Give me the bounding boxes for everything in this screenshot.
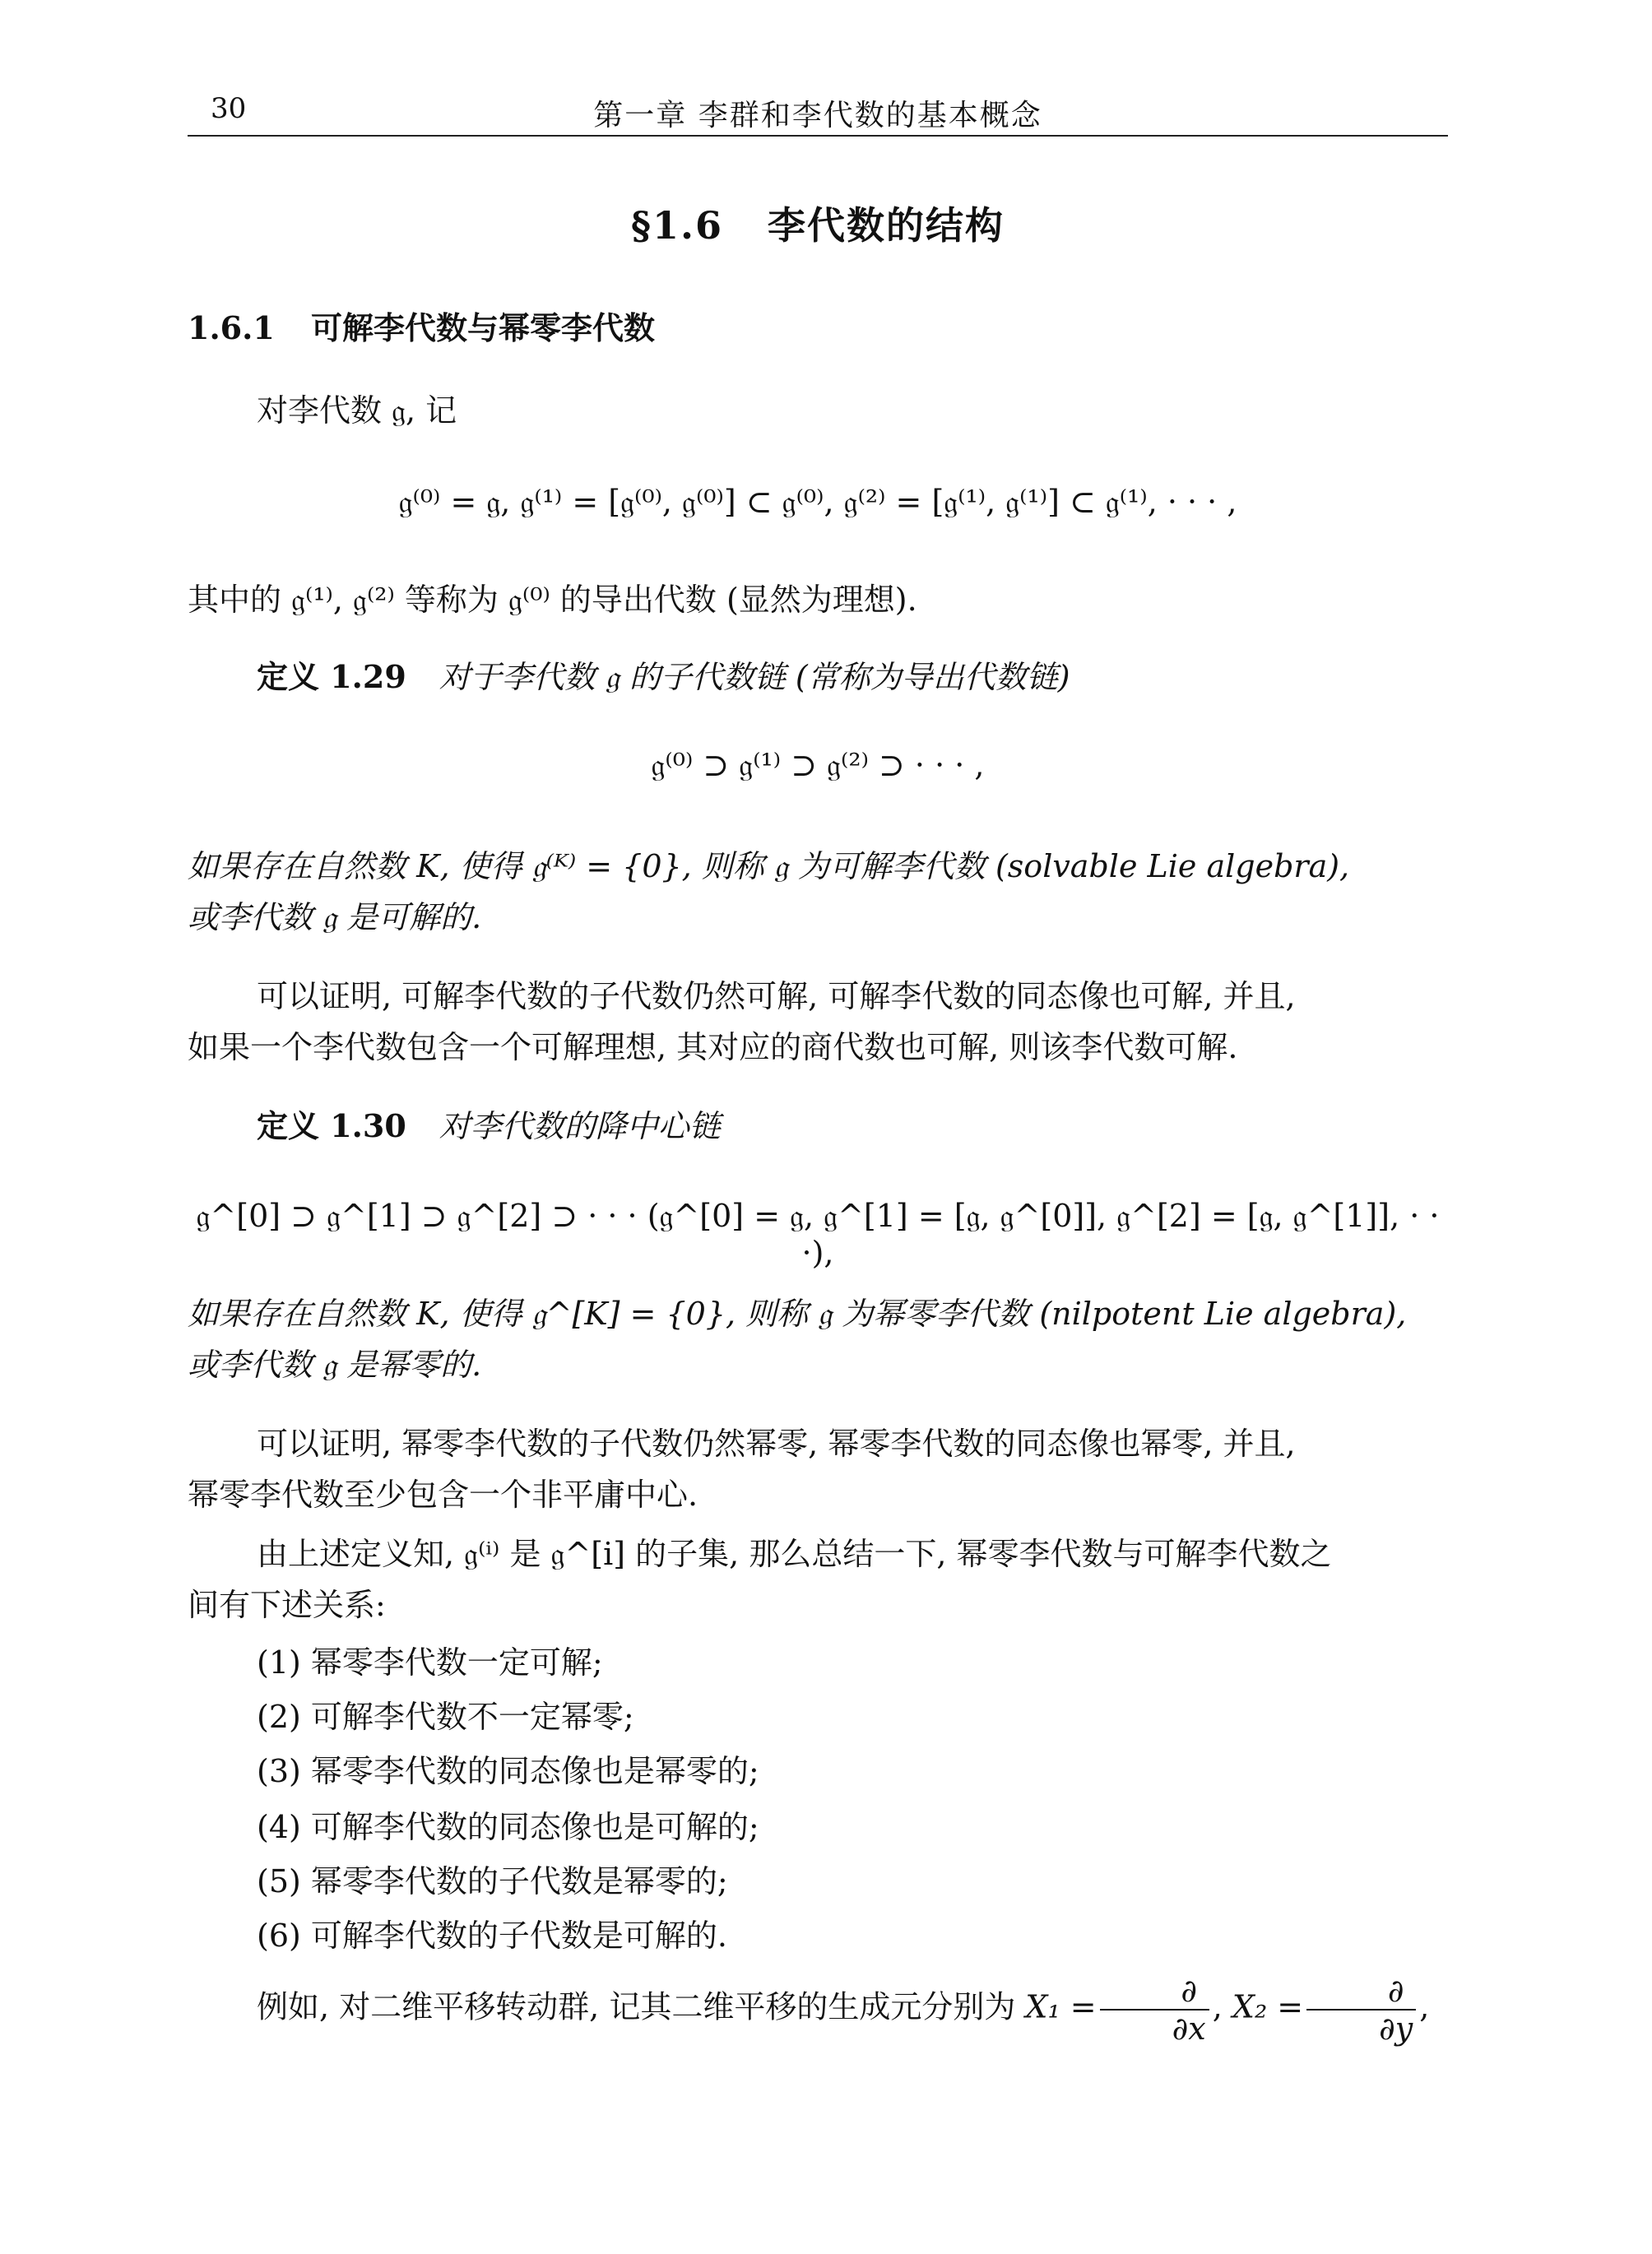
list-item: (3) 幂零李代数的同态像也是幂零的;	[257, 1753, 759, 1789]
subsection-number: 1.6.1	[188, 309, 275, 346]
list-item: (4) 可解李代数的同态像也是可解的;	[257, 1809, 759, 1845]
definition-1-29	[188, 652, 1448, 703]
definition-1-30-condition: 如果存在自然数 K, 使得 𝔤^[K] = {0}, 则称 𝔤 为幂零李代数 (nilpotent Lie algebra),	[188, 1296, 1407, 1332]
subsection-title: 可解李代数与幂零李代数	[311, 309, 656, 346]
generator-x2-label: X₂ =	[1232, 1988, 1304, 2025]
fraction-numerator: ∂	[1306, 1973, 1416, 2011]
nilpotent-properties-line-2: 幂零李代数至少包含一个非平庸中心.	[188, 1477, 698, 1513]
definition-1-30	[188, 1101, 1448, 1152]
equation-lower-central-series: 𝔤^[0] ⊃ 𝔤^[1] ⊃ 𝔤^[2] ⊃ · · · (𝔤^[0] = 𝔤, 𝔤^[1] = [𝔤, 𝔤^[0]], 𝔤^[2] = [𝔤, 𝔤^[1]], · · ·),	[196, 1198, 1440, 1271]
definition-1-29-condition: 如果存在自然数 K, 使得 𝔤⁽ᴷ⁾ = {0}, 则称 𝔤 为可解李代数 (solvable Lie algebra),	[188, 848, 1350, 884]
definition-label: 定义 1.29	[257, 658, 406, 695]
subsection-heading	[188, 303, 1448, 348]
generator-x1-label: X₁ =	[1025, 1988, 1097, 2025]
definition-text: 对李代数的降中心链	[439, 1108, 721, 1144]
relation-paragraph-line-1: 由上述定义知, 𝔤⁽ⁱ⁾ 是 𝔤^[i] 的子集, 那么总结一下, 幂零李代数与可解李代数之	[257, 1536, 1332, 1572]
section-number: §1.6	[630, 203, 724, 248]
intro-paragraph: 对李代数 𝔤, 记	[257, 392, 457, 429]
definition-label: 定义 1.30	[257, 1107, 406, 1144]
solvable-properties-line-1: 可以证明, 可解李代数的子代数仍然可解, 可解李代数的同态像也可解, 并且,	[257, 978, 1296, 1014]
page-number: 30	[211, 92, 247, 125]
chapter-title: 第一章 李群和李代数的基本概念	[593, 99, 1042, 132]
equation-derived-series: 𝔤⁽⁰⁾ = 𝔤, 𝔤⁽¹⁾ = [𝔤⁽⁰⁾, 𝔤⁽⁰⁾] ⊂ 𝔤⁽⁰⁾, 𝔤⁽²⁾ = [𝔤⁽¹⁾, 𝔤⁽¹⁾] ⊂ 𝔤⁽¹⁾, · · · ,	[398, 484, 1237, 520]
solvable-properties-line-2: 如果一个李代数包含一个可解理想, 其对应的商代数也可解, 则该李代数可解.	[188, 1029, 1238, 1065]
running-header	[188, 89, 1448, 137]
fraction-denominator: ∂x	[1172, 2011, 1206, 2047]
list-item: (6) 可解李代数的子代数是可解的.	[257, 1918, 727, 1954]
definition-1-29-conclusion: 或李代数 𝔤 是可解的.	[188, 899, 482, 935]
example-separator: ,	[1212, 1988, 1223, 2025]
section-heading	[188, 196, 1448, 250]
list-item: (2) 可解李代数不一定幂零;	[257, 1699, 634, 1735]
section-title: 李代数的结构	[768, 203, 1005, 248]
list-item: (1) 幂零李代数一定可解;	[257, 1644, 603, 1681]
fraction-numerator: ∂	[1100, 1973, 1209, 2011]
nilpotent-properties-line-1: 可以证明, 幂零李代数的子代数仍然幂零, 幂零李代数的同态像也幂零, 并且,	[257, 1426, 1296, 1462]
example-paragraph	[188, 1973, 1448, 2047]
list-item: (5) 幂零李代数的子代数是幂零的;	[257, 1863, 728, 1899]
relation-paragraph-line-2: 间有下述关系:	[188, 1587, 386, 1623]
equation-derived-chain: 𝔤⁽⁰⁾ ⊃ 𝔤⁽¹⁾ ⊃ 𝔤⁽²⁾ ⊃ · · · ,	[651, 747, 985, 783]
example-text: 例如, 对二维平移转动群, 记其二维平移的生成元分别为	[257, 1988, 1016, 2025]
fraction-d-dy	[1306, 1973, 1416, 2047]
definition-1-30-conclusion: 或李代数 𝔤 是幂零的.	[188, 1347, 482, 1383]
definition-text: 对于李代数 𝔤 的子代数链 (常称为导出代数链)	[439, 659, 1070, 695]
fraction-denominator: ∂y	[1379, 2011, 1413, 2047]
fraction-d-dx	[1100, 1973, 1209, 2047]
example-end: ,	[1419, 1988, 1430, 2025]
derived-algebra-note: 其中的 𝔤⁽¹⁾, 𝔤⁽²⁾ 等称为 𝔤⁽⁰⁾ 的导出代数 (显然为理想).	[188, 582, 917, 618]
